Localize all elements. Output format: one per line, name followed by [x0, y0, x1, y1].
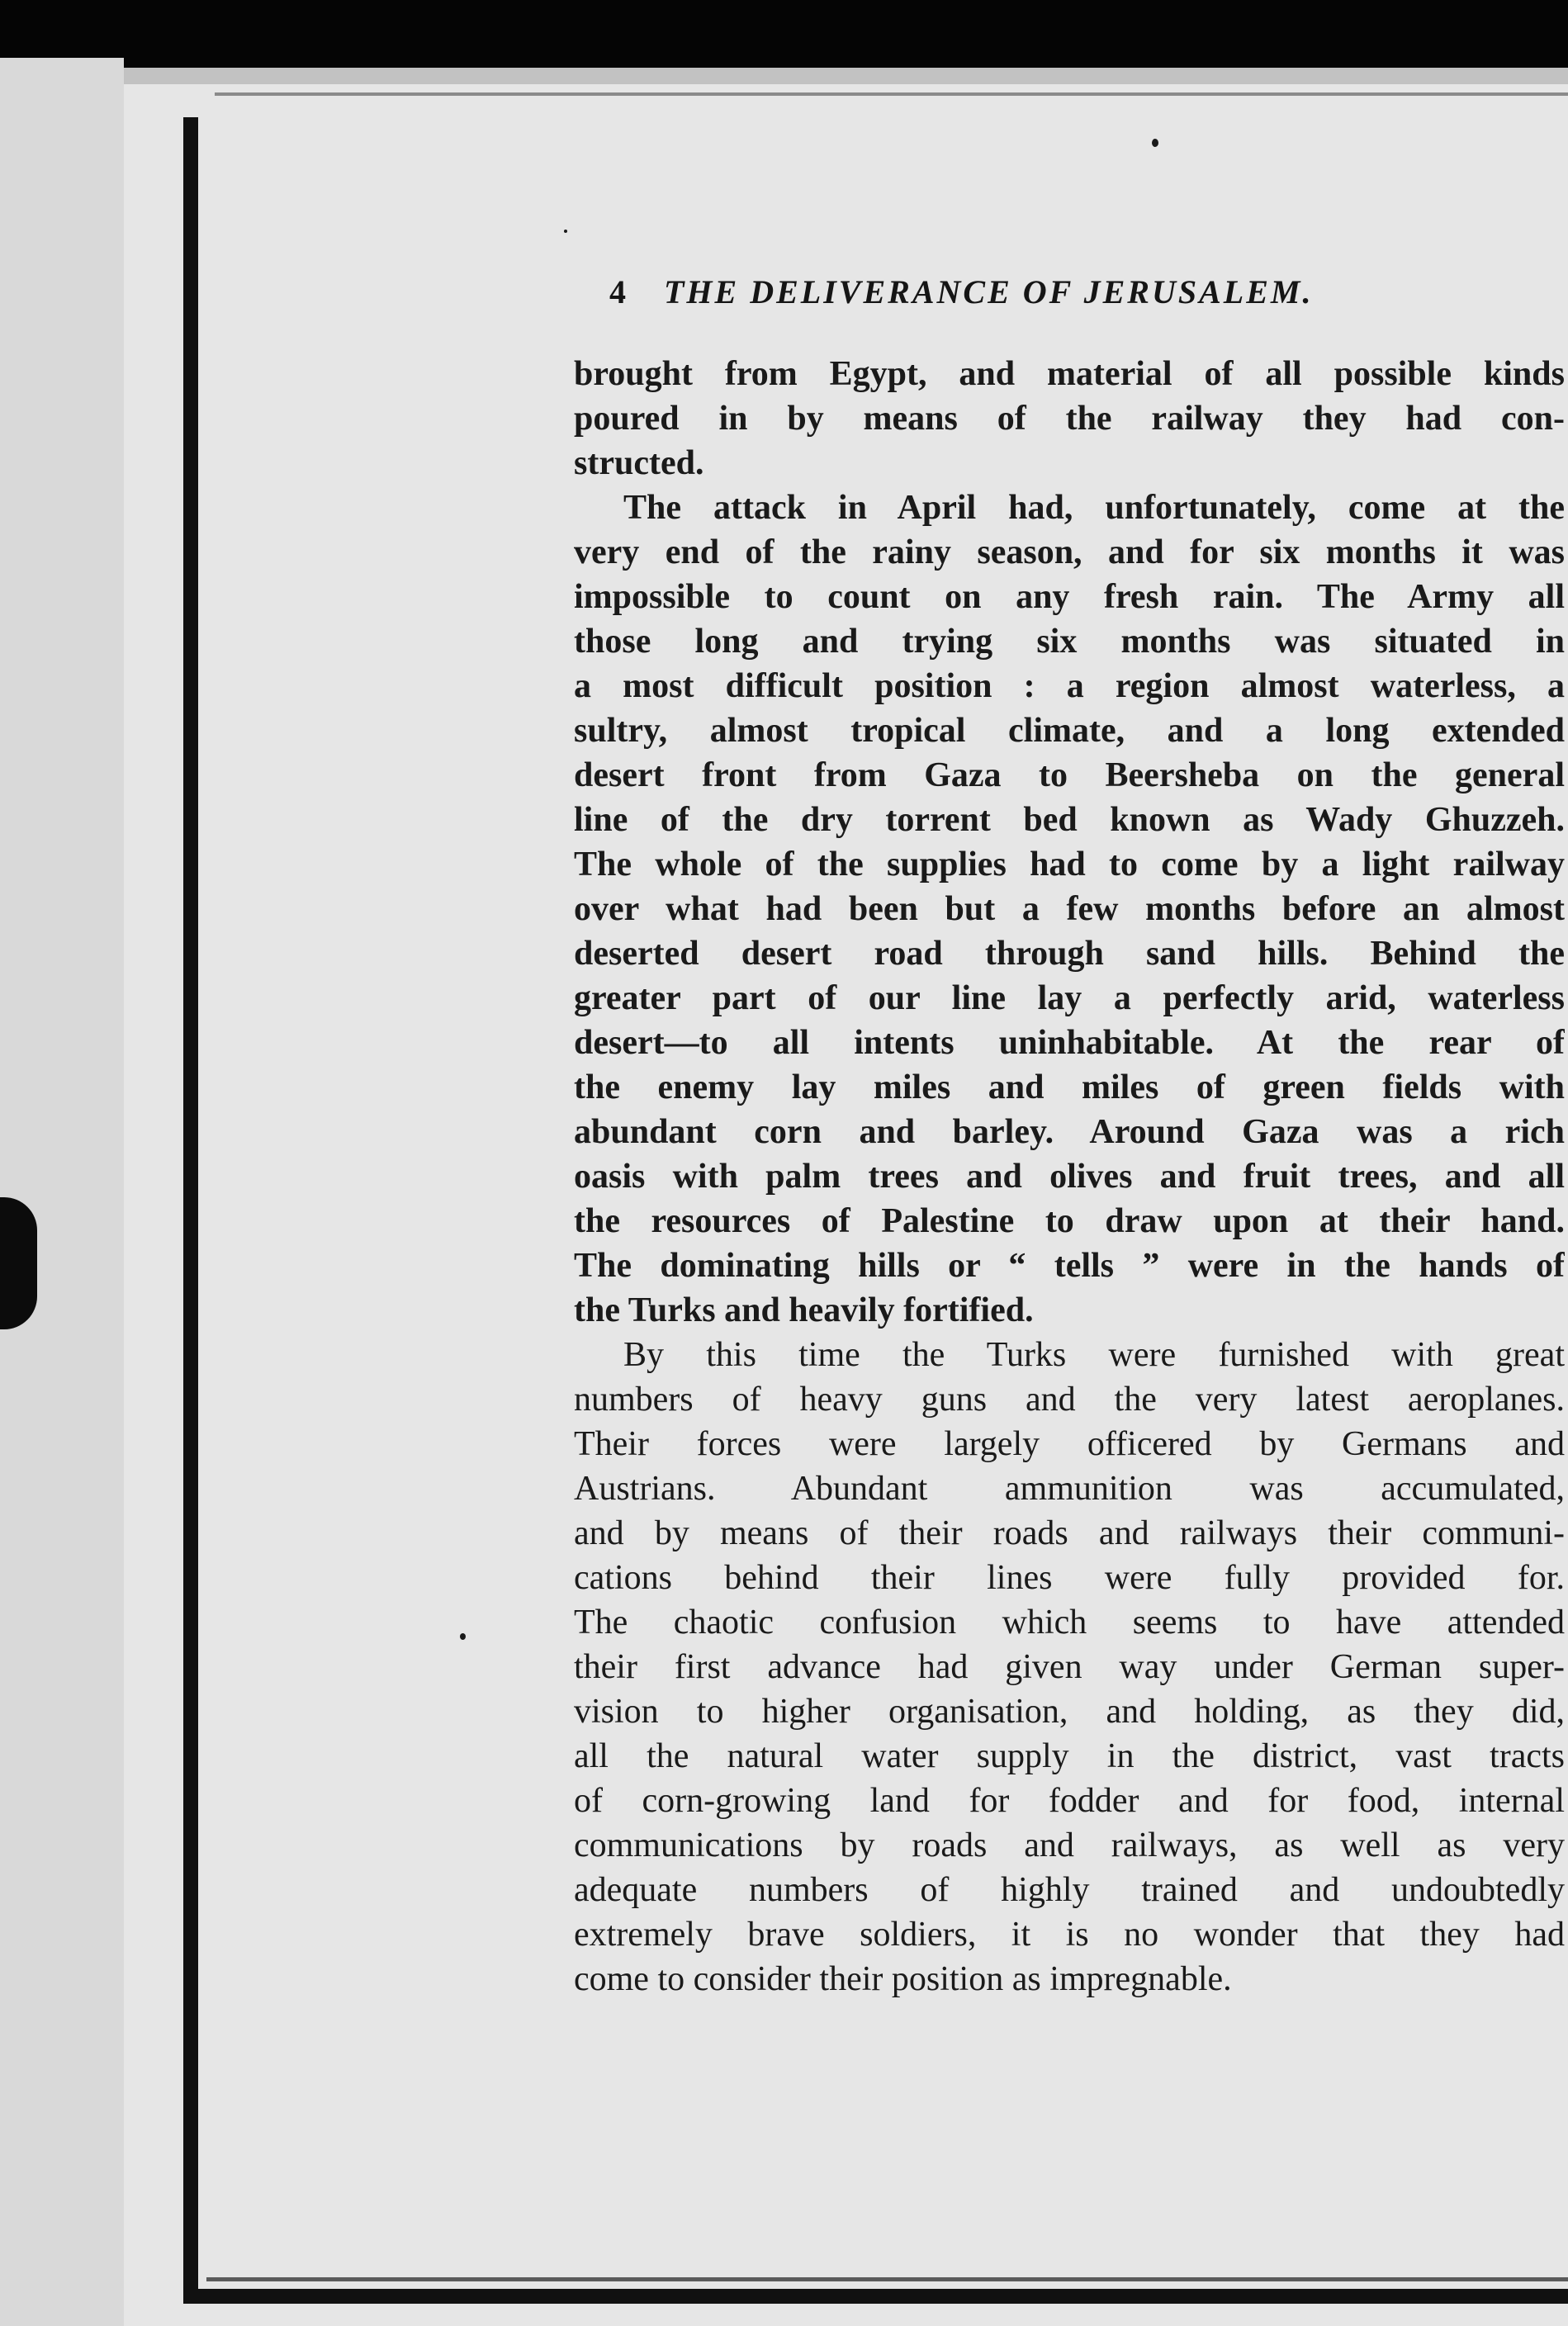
running-header: [609, 272, 1518, 322]
text-line: deserted desert road through sand hills. Behind the: [574, 935, 1565, 973]
text-line: The whole of the supplies had to come by a light railway: [574, 846, 1565, 884]
text-line: structed.: [574, 444, 704, 482]
text-line: abundant corn and barley. Around Gaza was a rich: [574, 1113, 1565, 1151]
text-line: impossible to count on any fresh rain. The Army all: [574, 578, 1565, 616]
page-top-edge: [124, 68, 1568, 84]
text-line: all the natural water supply in the district, vast tracts: [574, 1737, 1565, 1775]
text-line: The chaotic confusion which seems to have attended: [574, 1604, 1565, 1641]
text-line: The dominating hills or “ tells ” were in the hands of: [574, 1247, 1565, 1285]
text-line: The attack in April had, unfortunately, come at the: [623, 489, 1565, 527]
text-line: numbers of heavy guns and the very latest aeroplanes.: [574, 1381, 1565, 1419]
text-line: a most difficult position : a region almost waterless, a: [574, 667, 1565, 705]
text-line: very end of the rainy season, and for six months it was: [574, 533, 1565, 571]
text-line: those long and trying six months was situated in: [574, 623, 1565, 661]
text-line: desert—to all intents uninhabitable. At the rear of: [574, 1024, 1565, 1062]
running-title: THE DELIVERANCE OF JERUSALEM.: [664, 273, 1314, 310]
text-line: the resources of Palestine to draw upon at their hand.: [574, 1202, 1565, 1240]
text-line: come to consider their position as impregnable.: [574, 1960, 1232, 1998]
text-line: their first advance had given way under German super-: [574, 1648, 1565, 1686]
text-line: and by means of their roads and railways their communi-: [574, 1514, 1565, 1552]
ink-speck: [1152, 139, 1158, 147]
text-line: adequate numbers of highly trained and undoubtedly: [574, 1871, 1565, 1909]
text-line: cations behind their lines were fully provided for.: [574, 1559, 1565, 1597]
binding-shadow: [0, 1197, 37, 1329]
ink-speck: [564, 230, 567, 233]
left-margin-paper: [0, 58, 124, 2326]
text-line: Their forces were largely officered by Germans and: [574, 1425, 1565, 1463]
text-line: By this time the Turks were furnished with great: [623, 1336, 1565, 1374]
text-line: poured in by means of the railway they had con-: [574, 400, 1565, 438]
frame-bottom-inner-rule: [206, 2277, 1568, 2281]
text-line: greater part of our line lay a perfectly arid, waterless: [574, 979, 1565, 1017]
text-line: Austrians. Abundant ammunition was accumulated,: [574, 1470, 1565, 1508]
text-line: of corn-growing land for fodder and for food, internal: [574, 1782, 1565, 1820]
text-line: over what had been but a few months before an almost: [574, 890, 1565, 928]
text-line: desert front from Gaza to Beersheba on the general: [574, 756, 1565, 794]
frame-top-rule: [215, 92, 1568, 96]
body-text: [574, 352, 1565, 2001]
text-line: the enemy lay miles and miles of green fields with: [574, 1068, 1565, 1106]
text-line: vision to higher organisation, and holding, as they did,: [574, 1693, 1565, 1731]
page-number: 4: [609, 273, 628, 310]
text-line: oasis with palm trees and olives and fruit trees, and all: [574, 1158, 1565, 1196]
text-line: line of the dry torrent bed known as Wady Ghuzzeh.: [574, 801, 1565, 839]
text-line: the Turks and heavily fortified.: [574, 1291, 1034, 1329]
text-line: sultry, almost tropical climate, and a long extended: [574, 712, 1565, 750]
text-line: communications by roads and railways, as well as very: [574, 1826, 1565, 1864]
text-line: brought from Egypt, and material of all possible kinds: [574, 355, 1565, 393]
ink-speck: [460, 1633, 466, 1640]
text-line: extremely brave soldiers, it is no wonder that they had: [574, 1916, 1565, 1954]
